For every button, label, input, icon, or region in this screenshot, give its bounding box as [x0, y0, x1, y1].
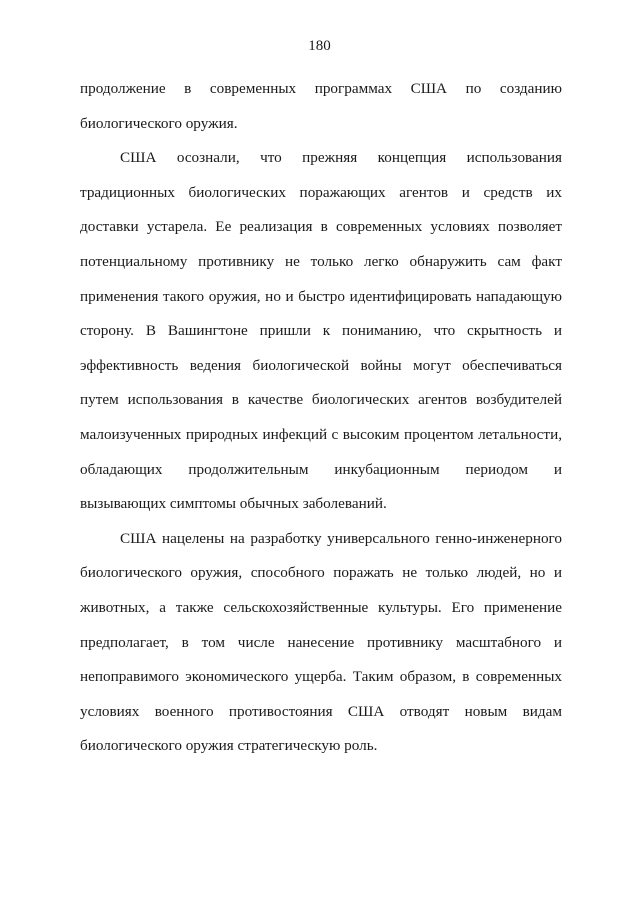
text-line: обладающих продолжительным инкубационным периодом и — [80, 460, 562, 478]
paragraph — [80, 76, 562, 145]
text-line: биологического оружия стратегическую роль. — [80, 737, 378, 755]
text-line: сторону. В Вашингтоне пришли к пониманию, что скрытность и — [80, 322, 562, 340]
text-line: непоправимого экономического ущерба. Таким образом, в современных — [80, 668, 562, 686]
text-line: путем использования в качестве биологических агентов возбудителей — [80, 391, 562, 409]
text-line: традиционных биологических поражающих агентов и средств их — [80, 183, 562, 201]
paragraph — [80, 526, 562, 768]
text-line: применения такого оружия, но и быстро идентифицировать нападающую — [80, 287, 562, 305]
text-line: вызывающих симптомы обычных заболеваний. — [80, 495, 387, 513]
text-line: биологического оружия. — [80, 114, 238, 132]
text-line: продолжение в современных программах США по созданию — [80, 80, 562, 97]
text-line: США нацелены на разработку универсального генно-инженерного — [120, 529, 562, 547]
text-line: условиях военного противостояния США отводят новым видам — [80, 702, 562, 720]
text-line: эффективность ведения биологической войны могут обеспечиваться — [80, 356, 562, 374]
text-line: предполагает, в том числе нанесение противнику масштабного и — [80, 633, 562, 651]
page-number: 180 — [308, 38, 331, 54]
text-line: малоизученных природных инфекций с высоким процентом летальности, — [80, 425, 562, 443]
paragraph — [80, 145, 562, 526]
document-body — [80, 76, 562, 768]
text-line: потенциальному противнику не только легко обнаружить сам факт — [80, 252, 562, 270]
text-line: биологического оружия, способного поражать не только людей, но и — [80, 564, 562, 582]
text-line: США осознали, что прежняя концепция использования — [120, 149, 562, 167]
text-line: животных, а также сельскохозяйственные культуры. Его применение — [80, 598, 562, 616]
text-line: доставки устарела. Ее реализация в современных условиях позволяет — [80, 218, 562, 236]
